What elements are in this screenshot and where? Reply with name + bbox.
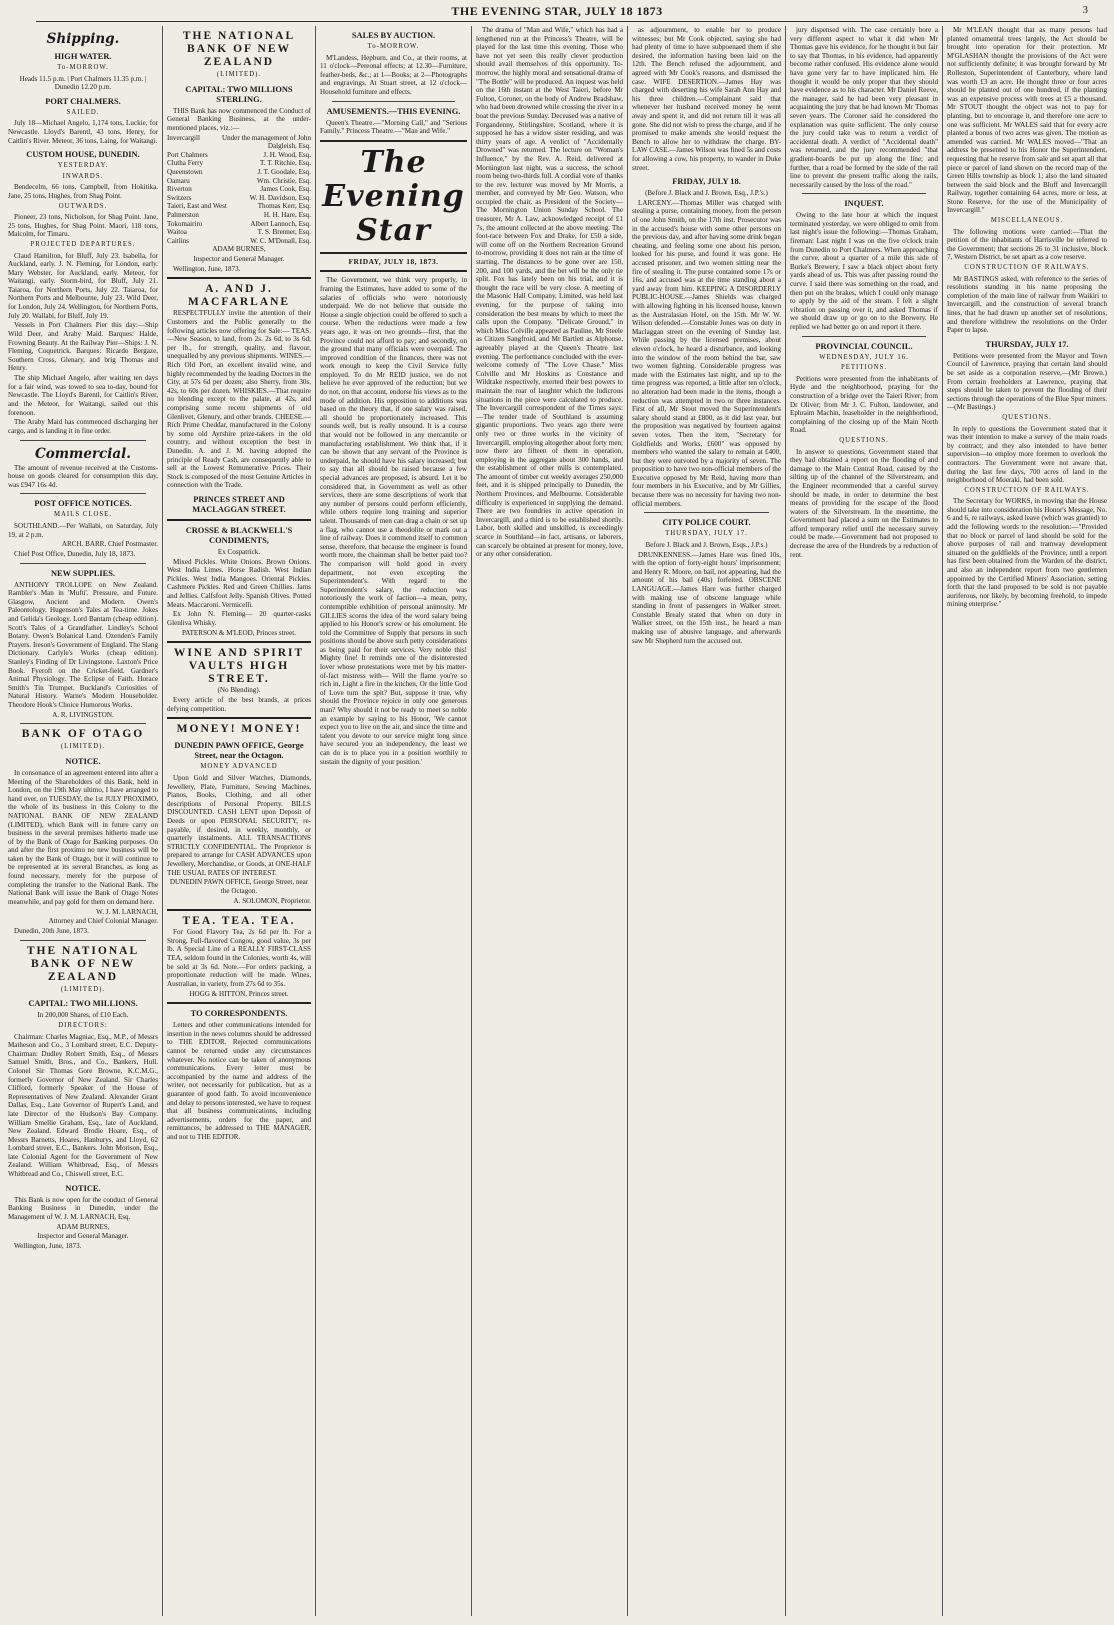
branch-row — [167, 228, 311, 237]
sailed-label: SAILED. — [66, 108, 100, 116]
commercial-heading: Commercial. — [35, 445, 131, 462]
national-bank-intro: THIS Bank has now commenced the Conduct of General Banking Business, at the under-mentioned places, viz.:— — [167, 106, 311, 132]
bank-otago-ad — [8, 728, 158, 935]
branch-place: Oamaru — [167, 176, 190, 185]
national-bank-shares: In 200,000 Shares, of £10 Each. — [37, 1011, 129, 1020]
pawn-office-title: DUNEDIN PAWN OFFICE, George Street, near the Octagon. — [174, 741, 304, 761]
sales-text: M'Landess, Hepburn, and Co., at their rooms, at 11 o'clock—Pereonal effects; at 12.30—Furniture, feather-beds, &c.; at 1—Books; at 2—Photographs and engravings. At Stuart street, at 12 o'clock—Household furniture and effects. — [320, 53, 467, 96]
pawn-office-ad — [167, 723, 311, 905]
column-rule — [162, 26, 163, 1616]
branch-place: Clutha Ferry — [167, 159, 204, 168]
branch-row — [167, 151, 311, 160]
column-rule — [785, 26, 786, 1616]
column-rule — [627, 26, 628, 1616]
petitions-label: PETITIONS. — [840, 364, 888, 372]
section-rule — [320, 270, 467, 272]
branch-manager: J. T. Goodale, Esq. — [257, 167, 311, 176]
high-water-times: Heads 11.5 p.m. | Port Chalmers 11.35 p.m. | Dunedin 12.20 p.m. — [19, 74, 147, 92]
construction-text: The Secretary for WORKS, in moving that the House should take into consideration his Honor's Message, No. 6 and 6, re railways, asked leave (which was granted) to add the following words to the resolution:—"Provided that no block or parcel of land should be sold for the above purposes of rail and tramway development situated on the goldfields of the Province, until a report has first been obtained from the Warden of the district, and also an independent report from two gentlemen appointed by the Certified Miners' Association, setting forth that the land proposed to be sold is not payable auriferous, nor likely, by becoming freehold, to impede mining enterprise." — [947, 497, 1107, 609]
council-debate: Mr M'LEAN thought that as many persons had planted ornamental trees largely, the Act should be brought into operation for their protection. Mr M'GLASHAN thought the provisions of the Act were not sufficiently definite; it was brought forward by Mr Rolleston, Superintendent of Canterbury, where land was worth £3 an acre. He thought three or four acres should be planted out of one hundred, if the planting was an expensive process with trees at £5 a thousand. Mr STOUT thought the object was not to pay for planting, but to encourage it, and therefore one acre to one was sufficient. Mr WALES said that for every acre planted a bonus of two acres was given. The motion as amended was carried. Mr WALES moved—"That an address be presented to his Honor the Superintendent, requesting that he reserve from sale and set apart all that piece or parcel of land shown on the record map of the Green Hills township as block 1; also the land situated between the said block and the Bluff and Invercargill Railway, together containing 64 acres, more or less, at Stone Reserve, for the use of the Municipality of Invercargill." — [947, 26, 1107, 215]
branch-manager: James Cook, Esq. — [260, 185, 311, 194]
branch-row — [167, 134, 311, 151]
branch-manager: Under the management of John Dalgleish, Esq. — [221, 133, 311, 151]
crosse-blackwell-ad — [167, 526, 311, 638]
railways-text: Mr BASTINGS asked, with reference to the series of resolutions standing in his name proposing the completion of the main line of railway from Waikiri to Invercargill, and the construction of several branch lines, that he had drawn up another set of resolutions, and therefore withdrew the resolutions on the Order Paper to lapse. — [947, 274, 1107, 335]
national-bank-capital: CAPITAL: TWO MILLIONS. — [28, 999, 138, 1009]
branch-row — [167, 168, 311, 177]
bank-otago-notice: NOTICE. — [65, 756, 101, 766]
section-rule — [802, 193, 926, 194]
macfarlane-address: PRINCES STREET AND MACLAGGAN STREET. — [192, 494, 286, 514]
branch-place: Queenstown — [167, 167, 203, 176]
macfarlane-title: A. AND J. MACFARLANE — [187, 283, 291, 309]
branch-place: Switzers — [167, 193, 192, 202]
commercial-text: The amount of revenue received at the Customs-house on goods cleared for consumption this day, was £947 16s 4d. — [8, 463, 158, 489]
column-6 — [790, 26, 938, 1616]
national-bank-title: THE NATIONAL BANK OF NEW ZEALAND — [26, 944, 140, 983]
inquest-continued: jury dispensed with. The case certainly bore a very different aspect to what it did when Mr Thomas gave his evidence, for he thought it but fair to say that Thomas, in his evidence, had apparently become rather confused. His evidence alone would have gone very far to have implicated him. He thought it would be only proper that they should have evidence as to his character. Mr Daniel Reeve, the manager, said he had been very pleasant in acquainting the jury that he had known Mr Thomas seven years. The Coroner said he considered the explanation was quite sufficient. The only course the jury could take was to return a verdict of accidental death. A verdict of "Accidental death" was returned, and the jury recommended "that gradient-boards be put up along the line; and further, that a road be formed by the side of the rail line to prevent the present traffic along the rails, necessarily caused by the loss of the road." — [790, 26, 938, 189]
branch-manager: W. C. M'Donall, Esq. — [250, 236, 311, 245]
section-rule — [320, 140, 467, 142]
correspondents-heading: TO CORRESPONDENTS. — [190, 1009, 288, 1019]
column-rule — [315, 26, 316, 1616]
sales-to-morrow: To-MORROW. — [367, 43, 420, 50]
branch-place: Invercargill — [167, 133, 200, 142]
to-morrow-label: To-MORROW. — [57, 64, 109, 71]
supplies-text: ANTHONY TROLLOPE on New Zealand. Rambler's Man in 'Mufti'. Pressure, and Future. Glasgow, Ancient and Modern. Owen's Paleontology. Hugenson's Tales at Tea-time. Jokes and Gelida's Geology. Lord Bantam (cheap edition). Scott's Tales of a Grandfather. Lindley's School Botany. Owen's Bolanical Land. Ozenden's Family Prayers. Ireson's Government of England. The Slang Dictionary. Carlyle's Works (cheap edition). Stanley's Finding of Dr Livingstone. Laxton's Price Book. Fyeroft on the Cricket-field. Gardner's Animal Physiology. The Eclipse of Faith. Horace Smith's Tin Trumpet. Buckland's Curiosities of Natural History. Warne's Modern Householder. Theodore Hook's Choice Humorous Works. — [8, 580, 158, 709]
running-head: THE EVENING STAR, JULY 18 1873 — [451, 4, 663, 18]
vessels-text: Vessels in Port Chalmers Pier this day:—Ship Wild Deer, and Araby Maid. Barques: Halde, Frowning Beauty. At the Railway Pier—Ships: J. N. Fleming, Coquetrick. Barques: Ricardo Bergaze, Southern Cross, Glenary, and brig Thomas and Henry. — [8, 321, 158, 373]
branch-row — [167, 177, 311, 186]
directors-label: DIRECTORS: — [58, 1021, 108, 1029]
section-rule — [20, 940, 146, 941]
national-bank-sign: ADAM BURNES, — [56, 1222, 110, 1231]
section-rule — [20, 723, 146, 724]
section-rule — [167, 277, 311, 279]
section-rule — [20, 493, 146, 494]
thursday-heading: THURSDAY, JULY 17. — [985, 339, 1069, 349]
solomon-sign: A. SOLOMON, Proprietor. — [233, 896, 311, 905]
bank-otago-sign: W. J. M. LARNACH, — [96, 907, 158, 916]
page-masthead — [0, 0, 1114, 24]
branch-place: Port Chalmers — [167, 150, 208, 159]
branch-place: Waitoa — [167, 228, 187, 237]
miscellaneous-text: The following motions were carried:—That the petition of the inhabitants of Harrisville be referred to the Government; that sections 26 to 31 inclusive, block 7, Western District, be set apart as a cow reserve. — [947, 227, 1107, 262]
column-rule — [942, 26, 943, 1616]
questions-label: QUESTIONS. — [1002, 413, 1052, 421]
leader-article: The Government, we think very properly, in framing the Estimates, have added to some of the salaries of officials who were notoriously underpaid. We do not believe that outside the House a single objection could be offered to such a course. When the reductions were made a few years ago, it was on two grounds—first, that the Province could not afford to pay; and secondly, on the ground that many officials were overpaid. The improved condition of the finances, there was not work enough to keep the Civil Service fully employed. To do Mr REID justice, we do not believe he ever approved of the reduction; but we do not, on that account, endorse his views as to the mode of addition. His opposition to additions was based on the theory that, if one salary was raised, all should be proportionately increased. This sounds well, but is really unsound. It is a course that would not be followed in any mercantile or manufacturing establishment. We think that, if it can be shown that any servant of the Province is underpaid, he should have his salary increased; but to say that all should be raised because a few special advances are proposed, is absurd. Let it be considered that, in Government as well as other services, there are some descriptions of work that any number of persons could perform efficiently, while others require long training and superior talent. Thousands of men can drag a chain or set up a flag, who cannot use a theodolite or mark out a line of railway. Does it commend itself to common sense, therefore, that because the engineer is found worth more, the chainman shall be better paid too? The comparison will hold good in every department, not even excepting the Superintendent's. With regard to the Superintendent's salary, the reduction was notoriously the work of faction—a mean, petty, contemptible exhibition of personal animosity. Mr GILLIES scorns the idea of the word salary being applied to his Honor's screw or his emolument. He told the Committee of Supply that persons in such positions should be above such petty considerations as being paid for their services. Very noble this! Mighty fine! It reminds one of the disinterested lover whose protestations were met by his matter-of-fact mistress with— Will the flame you're so rich in, Light a fire in the kitchen, Or the little God of Love turn the spit? But, suppose it true, why should the Province rejoice in only one generous man? Why should it not be ready to meet so noble an example by saying to his Honor, 'We cannot expect you to live on the air, and since the time and talent you devote to our service might long since have secured you an independency, the least we can do is to place you in a position worthily to sustain the dignity of your position.' — [320, 276, 467, 766]
outwards-text: Pioneer, 23 tons, Nicholson, for Shag Point. Jane, 25 tons, Hughes, for Shag Point. Maori, 118 tons, Malcolm, for Timaru. — [8, 213, 158, 239]
branch-manager: T. T. Ritchie, Esq. — [259, 159, 311, 168]
branch-manager: T. S. Brenner, Esq. — [257, 228, 311, 237]
directors-text: Chairman: Charles Magniac, Esq., M.P., of Messrs Matheson and Co., 3 Lombard street, E.C. Deputy-Chairman: Dudley Robert Smith, Esq., of Messrs Samuel Smith, Bros., and Co., Bankers, Hull. Colonel Sir Thomas Gore Browne, K.C.M.G., formerly Governor of New Zealand. Sir Charles Clifford, formerly Speaker of the House of Representatives of New Zealand. Alexander Grant Dallas, Esq., Late Governor of Rupert's Land, and late Director of the Hudson's Bay Company. William Smellie Graham, Esq., late of Auckland, New Zealand. Edward Brodie Hoare, Esq., of Messrs Barnetts, Hoares, Hanburys, and Lloyd, 62 Lombard street, E.C., Bankers. John Morison, Esq., late Colonial Agent for the Government of New Zealand. William Whitbread, Esq., of Messrs Whitbread and Co., Chiswell street, E.C. — [8, 1032, 158, 1179]
court-cases: DRUNKENNESS.—James Hare was fined 10s, with the option of forty-eight hours' imprisonment; and Henry R. Moore, on bail, not appearing, had the amount of his bail (40s) forfeited. OBSCENE LANGUAGE.—James Hare was further charged with making use of obscene language while standing in front of passengers in Walker street. Constable Brealy stated that when on duty in Walker street, on the 15th inst., he heard a man making use of abusive language, and afterwards saw Mr Shepherd turn the accused out. — [632, 550, 781, 645]
section-rule — [320, 252, 467, 254]
column-1 — [8, 26, 158, 1616]
section-rule — [332, 101, 455, 102]
friday-bench: (Before J. Black and J. Brown, Esq., J.P.'s.) — [645, 189, 768, 198]
national-bank-role: Inspector and General Manager. — [37, 1232, 129, 1241]
crosse-ex: Ex Cospatrick. — [217, 547, 261, 556]
thursday-text: Petitions were presented from the Mayor and Town Council of Lawrence, praying that certain land should be set aside as a corporation reserve,—(Mr Brown.) From certain freeholders at Lawrence, praying that steps should be taken to prevent the flooding of their sections through the operations of the Blue Spur miners.—(Mr Bastings.) — [947, 351, 1107, 412]
money-text: Upon Gold and Silver Watches, Diamonds, Jewellery, Plate, Furniture, Sewing Machines, Pianos, Books, Clothing, and all other descriptions of Personal Property. BILLS DISCOUNTED. CASH LENT upon Deposit of Deeds or upon PERSONAL SECURITY, re-payable, if desired, in weekly, monthly, or quarterly instalments. ALL TRANSACTIONS STRICTLY CONFIDENTIAL. The Proprietor is prepared to arrange for CASH ADVANCES upon Jewellery, Merchandise, or Goods, at ONE-HALF THE USUAL RATES OF INTEREST. — [167, 773, 311, 877]
new-supplies-heading: NEW SUPPLIES. — [50, 568, 116, 578]
national-bank-limited: (LIMITED). — [216, 71, 262, 78]
supplies-sign: A. R. LIVINGSTON. — [52, 710, 114, 719]
construction-label: CONSTRUCTION OF RAILWAYS. — [964, 486, 1090, 494]
sales-heading: SALES BY AUCTION. — [351, 31, 436, 40]
national-bank-role: Inspector and General Manager. — [193, 255, 285, 264]
no-blending: (No Blending). — [217, 686, 261, 695]
tea-text: For Good Flavory Tea, 2s 6d per lb. For a Strong, Full-flavored Congou, good value, 3s per lb. A Special Line of a REALLY FIRST-CLASS TEA, seldom found in the Colonies, worth 4s, will be sold at 3s 6d. Note.—For orders packing, a proportionate reduction will be made. Wines, Australian, in variety, from 27s 6d to 35s. — [167, 928, 311, 988]
section-rule — [167, 717, 311, 719]
national-bank-title: THE NATIONAL BANK OF NEW ZEALAND — [182, 30, 296, 68]
national-bank-ad — [8, 945, 158, 1251]
sailed-text: July 18—Michael Angelo, 1,174 tons, Luckie, for Newcastle. Lloyd's Barentl, 43 tons, Henry, for Caitlin's River. Meteor, 36 tons, Laing, for Waitangi. — [8, 119, 158, 145]
post-date: Chief Post Office, Dunedin, July 18, 1873. — [14, 550, 136, 559]
branch-row — [167, 159, 311, 168]
shipping-heading: Shipping. — [46, 31, 120, 47]
bank-otago-role: Attorney and Chief Colonial Manager. — [48, 917, 158, 926]
evening-star-title: The Evening Star — [322, 144, 465, 248]
branch-row — [167, 237, 311, 246]
mails-close-label: MAILS CLOSE. — [53, 511, 113, 519]
hogg-sign: HOGG & HITTON, Princes street. — [189, 989, 289, 998]
column-rule — [471, 26, 472, 1616]
bank-otago-date: Dunedin, 20th June, 1873. — [14, 927, 89, 936]
yesterday-label: YESTERDAY. — [57, 162, 109, 170]
wine-spirit-ad — [167, 647, 311, 713]
column-5 — [632, 26, 781, 1616]
pawn-office-address: DUNEDIN PAWN OFFICE, George Street, near the Octagon. — [169, 878, 309, 895]
branch-manager: H. H. Hare, Esq. — [263, 210, 311, 219]
branch-row — [167, 211, 311, 220]
bank-otago-text: In consonance of an agreement entered into after a Meeting of the Shareholders of this Bank, held in London, on the 19th May ultimo, I have arranged to hand over, on TUESDAY, the 1st JULY PROXIMO, the whole of its business in this Colony to the NATIONAL BANK OF NEW ZEALAND (LIMITED), which Bank will in future carry on business in the several premises hitherto made use of by the Bank of Otago for Banking purposes. On and after the first proximo no new business will be taken by the Bank of Otago, but it will continue to be represented at its several Branches, as long as found necessary, merely for the purpose of completing the transfer to the National Bank. The National Bank will issue the Bank of Otago Notes meanwhile, and pay gold for them on demand here. — [8, 768, 158, 906]
local-news: The drama of "Man and Wife," which has had a lengthened run at the Princess's Theatre, will be played for the last time this evening. Those who have not yet seen this really clever production should avail themselves of this opportunity. To-morrow, the highly moral and sensational drama of "The Bottle" will be produced. An inquest was held on the 16th instant at the West Taieri, before Mr Fulton, Coroner, on the body of Andrew Bradshaw, who had been drowned while crossing the river in a boat the previous Sunday. Deceased was a native of Forgandenny, Stirlingshire, Scotland, where it is supposed he has a widow sister residing, and was thirty years of age. A verdict of "Accidentally Drowned" was returned. The lecture on "Woman's Influence," by the Rev. A. Reid, delivered at Mornington last night, was a success, the school room being two-thirds full. A cordial vote of thanks to the rev. lecturer was moved by Mr Morris, a member, and conveyed by Mr Geo. Watson, who occupied the chair, as President of the Society—The Mornington Union Sunday School. The treasurer, Mr A. Law, acknowledged receipt of £1 7s, the amount collected at the above meeting. The foot-race between Fox and Drake, for £50 a side, will come off on the Northern Recreation Ground to-morrow, providing it does not rain at the time of starting. The distances to be gone over are 150, 200, and 100 yards, and the bet will be the only tie split. Fox has lately been on his trial, and it is thought the race will be very close. A meeting of the Masonic Hall Company, Limited, was held last evening, for the purpose of taking into consideration the best means by which to meet the calls upon the Company. "Delicate Ground," in which Miss Colville appeared as Pauline, Mr Steele as Citizen Sangfroid, and Mr Bartlett as Alphonse, agreeably played at the Queen's Theatre last evening. The performance concluded with the ever-welcome comedy of "The Love Chase." Miss Colville and Mr Hoskins as Constance and Wildrake respectively, exerted their best powers to maintain the roar of laughter which the ludicrous situations in the piece were calculated to produce. The Invercargill correspondent of the Times says:—The tender trade of Southland is assuming gigantic proportions. Two years ago there were only two or three works in the vicinity of Invercargill, employing altogether about forty men; now there are fifteen of them in operation, employing in the aggregate about 300 hands, and the establishment of other mills is contemplated. The amount of timber cut weekly averages 250,000 feet, and it is shipped principally to Dunedin, the Northern Provinces, and Melbourne. Considerable difficulty is experienced in supplying the demand. There are two foundries in active operation in Invercargill, and a third is to be established shortly. Labor, both skilled and unskilled, is exceedingly scarce in Southland—in fact, artisans, or laborers, can scarcely be obtained at present for money, love, or any other consideration. — [476, 26, 623, 559]
section-rule — [20, 440, 146, 441]
post-office-heading: POST OFFICE NOTICES. — [34, 499, 132, 509]
branch-place: Caitlins — [167, 236, 190, 245]
national-bank-branches-ad — [167, 30, 311, 273]
wine-spirit-title: WINE AND SPIRIT VAULTS HIGH STREET. — [173, 647, 305, 686]
national-bank-limited: (LIMITED). — [60, 985, 106, 993]
fleming-whisky: Ex John N. Fleming— 20 quarter-casks Glenliva Whisky. — [167, 610, 311, 628]
branch-manager: Thomas Kerr, Esq. — [257, 202, 311, 211]
crosse-items: Mixed Pickles. White Onions. Brown Onions. West India Limes. Horse Radish. West Indian Pickles. West India Mangoes. Oriental Pickles. Cashmere Pickles. Red and Green Chillies. Jams and Jellies. Calfsfoot Jelly. Spanish Olives. Potted Meats. Maccaroni. Vermicelli. — [167, 557, 311, 609]
inquest-heading: INQUEST. — [844, 199, 884, 209]
crosse-title: CROSSE & BLACKWELL'S CONDIMENTS, — [185, 525, 293, 545]
national-bank-date: Wellington, June, 1873. — [14, 1242, 82, 1251]
column-4 — [476, 26, 623, 1616]
railways-label: CONSTRUCTION OF RAILWAYS. — [964, 264, 1090, 272]
provincial-council-date: WEDNESDAY, JULY 16. — [819, 353, 909, 361]
branch-manager: J. H. Wood, Esq. — [263, 150, 311, 159]
thursday-label: THURSDAY, JULY 17. — [665, 530, 748, 538]
branch-row — [167, 202, 311, 211]
branch-manager: W. H. Davidson, Esq. — [249, 193, 311, 202]
branch-place: Tokomairiro — [167, 219, 203, 228]
inwards-label: INWARDS. — [62, 172, 104, 180]
branch-manager: Wm. Christie, Esq. — [256, 176, 311, 185]
thursday-bench: Before J. Black and J. Brown, Esqs., J.P.s.) — [645, 540, 768, 549]
section-rule — [20, 563, 146, 564]
projected-text: Claud Hamilton, for Bluff, July 23. Isabella, for Auckland, early. J. N. Fleming, for London, early. Mary Webster, for Auckland, early. Meteor, for Waitangi, early. Storm-bird, for Bluff, July 21. Taiaroa, for Northern Ports, July 22. Taiaroa, for Northern Ports and Melbourne, July 23. Wild Deer, for London, July 24. Wellington, for Northern Ports, July 20. Wallabi, for Bluff, July 19. — [8, 251, 158, 320]
inwards-text: Bendecelm, 66 tons, Campbell, from Hokitika. Jane, 25 tons, Hughes, from Shag Point. — [8, 183, 158, 200]
city-police-court-heading: CITY POLICE COURT. — [662, 518, 751, 528]
court-news: as adjournment, to enable her to produce witnesses; but Mr Cook objected, saying she had had plenty of time to have subpoenaed them if she desired, the information having been laid on the 12th. The Bench refused the adjournment, and agreed with Mr Cook's reasons, and dismissed the case. WIFE DESERTION.—James Hay was charged with deserting his wife Sarah Ann Hay and his three children.—Complainant said that whenever her husband received money he went away and spent it, and did not return till it was all gone. She did not wish to press the charge, and if he promised to make amends she would request the Bench to allow her to withdraw the charge. BY-LAW CASE.—James Wilson was fined 5s and costs for allowing a cow, his property, to wander in Duke street. — [632, 26, 781, 172]
national-bank-sign: ADAM BURNES, — [212, 245, 266, 254]
friday-cases: LARCENY.—Thomas Miller was charged with stealing a purse, containing money, from the person of one John Smith, on the 17th inst. Prosecutor was in the accused's house with some other persons on the previous day, and after having some drink began cheating, and feeling some one about his person, looked for his purse, and found it was gone. He accused prisoner, and two women sitting near the fire of stealing it. The purse contained some 17s or 16s, and accused was at the time standing about a yard away from him. KEEPING A DISORDERLY PUBLIC-HOUSE.—James Shields was charged with allowing fighting in his licensed house, known as the Australasian Hotel, on the 15th. Mr W. W. Wilson defended.—Constable Jones was on duty in Maclaggan street on the evening of Sunday last. While passing by the licensed premises, about eleven o'clock, he heard a disturbance, and looking into the window of the room behind the bar, saw two women fighting. Considerable progress was made with the Estimates last night, and up to the time progress was reported, a little after ten o'clock, no alteration had been made in the items, though a reduction was attempted in two or three instances. First of all, Mr Stout moved the Superintendent's salary should stand at £800, as it did last year, but the proposition was negatived by fourteen against seven votes. Then the item, "Secretary for Goldfields and Works, £600" was opposed by members who wanted the salary to remain at £400, but they were outvoted by a majority of seven. The proposition to have two non-official members of the Executive opposed by Mr Reid, having more than four members in his Executive, and by Mr Gillies, because there was no necessity for having two non-official members. — [632, 198, 781, 508]
national-bank-notice-heading: NOTICE. — [65, 1183, 101, 1193]
column-7 — [947, 26, 1107, 1616]
money-advanced: MONEY ADVANCED — [200, 763, 278, 771]
projected-label: PROJECTED DEPARTURES. — [30, 240, 136, 248]
branch-row — [167, 220, 311, 229]
branch-row — [167, 194, 311, 203]
wine-text: Every article of the best brands, at prices defying competition. — [167, 696, 311, 713]
branch-place: Palmerston — [167, 210, 199, 219]
section-rule — [167, 519, 311, 521]
bank-otago-title: BANK OF OTAGO — [21, 728, 145, 741]
macfarlane-text: RESPECTFULLY invite the attention of their Customers and the Public generally to the following articles now offering for Sale:— TEAS.—New Season, to land, from 2s. 2s 6d, to 3s 6d; per lb., for strength, quality, and flavour, unequalled by any previous shipments. WINES.—Rich Old Port, an excellent invalid wine, and highly recommended by the leading Doctors in the City, at 57s 6d per dozen; also Sherry, from 30s, 42s, to 60s per dozen. WHISKIES.—That require no blending except to the palate, at 42s, and comprising some recent shipments of old Glenlivet, Glenury, and other brands. CHEESE.—Rich Prime Cheddar, manufactured in the Colony by some old Ayrshire prize-takers in the old country, and without exception the best in Dunedin. A. and J. M. having adopted the principle of Ready Cash, are consequently able to sell at the Lowest Remunerative Prices. Their Stock is composed of the most Genuine Articles in connection with the Trade. — [167, 309, 311, 490]
evening-star-date: FRIDAY, JULY 18, 1873. — [348, 256, 439, 266]
inquest-text: Owing to the late hour at which the inquest terminated yesterday, we were obliged to omit from last night's issue the following:—Thomas Graham, fireman: Last night I was on the five o'clock train from Dunedin to Port Chalmers. When approaching the curve, about a quarter of a mile this side of Burke's Brewery, I saw a black object about forty yards ahead of us. This was after passing round the curve. I said there was something on the road, and then put on the brakes, which I could only manage to apply by the aid of the steam. I felt a slight vibration on passing over it, and asked Thomas if we should draw up or go on to the Brewery. He replied we had better go on and report it there. — [790, 211, 938, 331]
questions-text: In reply to questions the Government stated that it was their intention to make a survey of the main roads by contract; and they also intended to have better supervision—to employ more foremen to overlook the contractors. The Government were not aware that, during the last few days, 700 acres of land in the neighborhood of Moeraki, had been sold. — [947, 424, 1107, 485]
provincial-council-heading: PROVINCIAL COUNCIL. — [815, 341, 913, 351]
macfarlane-ad — [167, 283, 311, 514]
outwards-label: OUTWARDS. — [58, 202, 108, 210]
section-rule — [167, 1002, 311, 1004]
amusements-heading: AMUSEMENTS.—THIS EVENING. — [326, 106, 461, 116]
friday-heading: FRIDAY, JULY 18. — [672, 177, 741, 187]
section-rule — [167, 909, 311, 911]
petitions-text: Petitions were presented from the inhabitants of Hyde and the neighborhood, praying for the construction of a bridge over the Taieri River; from Dr Oliver; from Mr J. C. Fulton, landowner, and Ephraim Machin, leaseholder in the neighborhood, complaining of the closing up of the Main North Road. — [790, 374, 938, 435]
branch-manager: Albert Lannoch, Esq. — [250, 219, 311, 228]
branch-list — [167, 134, 311, 246]
high-water-heading: HIGH WATER. — [54, 52, 112, 61]
miscellaneous-label: MISCELLANEOUS. — [990, 217, 1064, 225]
customs-heading: CUSTOM HOUSE, DUNEDIN. — [26, 150, 140, 160]
column-3 — [320, 26, 467, 1616]
branch-row — [167, 185, 311, 194]
bank-otago-limited: (LIMITED). — [60, 743, 106, 751]
post-sign: ARCH. BARR, Chief Postmaster. — [61, 540, 158, 549]
column-2 — [167, 26, 311, 1616]
section-rule — [802, 336, 926, 337]
branch-place: Taieri, East and West — [167, 202, 227, 211]
national-bank-date: Wellington, June, 1873. — [173, 264, 241, 273]
mail-note: The Araby Maid has commenced discharging her cargo, and is landing it in fine order. — [8, 418, 158, 435]
tea-title: TEA. TEA. TEA. — [182, 915, 296, 928]
port-chalmers-heading: PORT CHALMERS. — [45, 96, 121, 106]
questions-label: QUESTIONS. — [839, 436, 889, 444]
post-text: SOUTHLAND.—Per Wallabi, on Saturday, July 19, at 2 p.m. — [8, 521, 158, 539]
section-rule — [644, 512, 769, 513]
tea-ad — [167, 915, 311, 998]
money-title: MONEY! MONEY! — [176, 723, 302, 736]
correspondents-text: Letters and other communications intended for insertion in the news columns should be addressed to THE EDITOR. Rejected communications cannot be returned under any circumstances whatever. No notice can be taken of anonymous communications. Every letter must be accompanied by the name and address of the writer, not necessarily for publication, but as a guarantee of good faith. To avoid inconvenience and delay to persons interested, we have to request that all business communications, including advertisements, orders for the paper, and remittances, be addressed to THE MANAGER, and not to THE EDITOR. — [167, 1021, 311, 1141]
branch-place: Riverton — [167, 185, 192, 194]
ship-note: The ship Michael Angelo, after waiting ten days for a fair wind, was towed to sea to-day, bound for Newcastle. The Lloyd's Barentl, for Caitlin's River, and the Meteor, for Waitangi, sailed out this forenoon. — [8, 374, 158, 417]
page-number: 3 — [1082, 4, 1088, 16]
paterson-sign: PATERSON & M'LEOD, Princes street. — [181, 628, 297, 637]
national-bank-notice: This Bank is now open for the conduct of General Banking Business in Dunedin, under the Management of W. J. M. LARNACH, Esq. — [8, 1195, 158, 1221]
amusements-text: Queen's Theatre.—"Morning Call," and "Serious Family." Princess Theatre.—"Man and Wife." — [320, 118, 467, 136]
masthead-rule — [36, 21, 1090, 22]
questions-text: In answer to questions, Government stated that they had obtained a report on the flooding of and damage to the Main Central Road, caused by the silting up of the channel of the Silverstream, and the Engineer recommended that a careful survey should be made, in order to determine the best means of providing for the escape of the flood waters of the Silverstream. In the meantime, the Government had placed a sum on the Estimates to afford temporary relief until the necessary survey could be made.—Government had not proposed to decrease the area of the Hundreds by a reduction of rent. — [790, 447, 938, 559]
national-bank-capital: CAPITAL: TWO MILLIONS STERLING. — [185, 84, 293, 104]
section-rule — [167, 641, 311, 643]
